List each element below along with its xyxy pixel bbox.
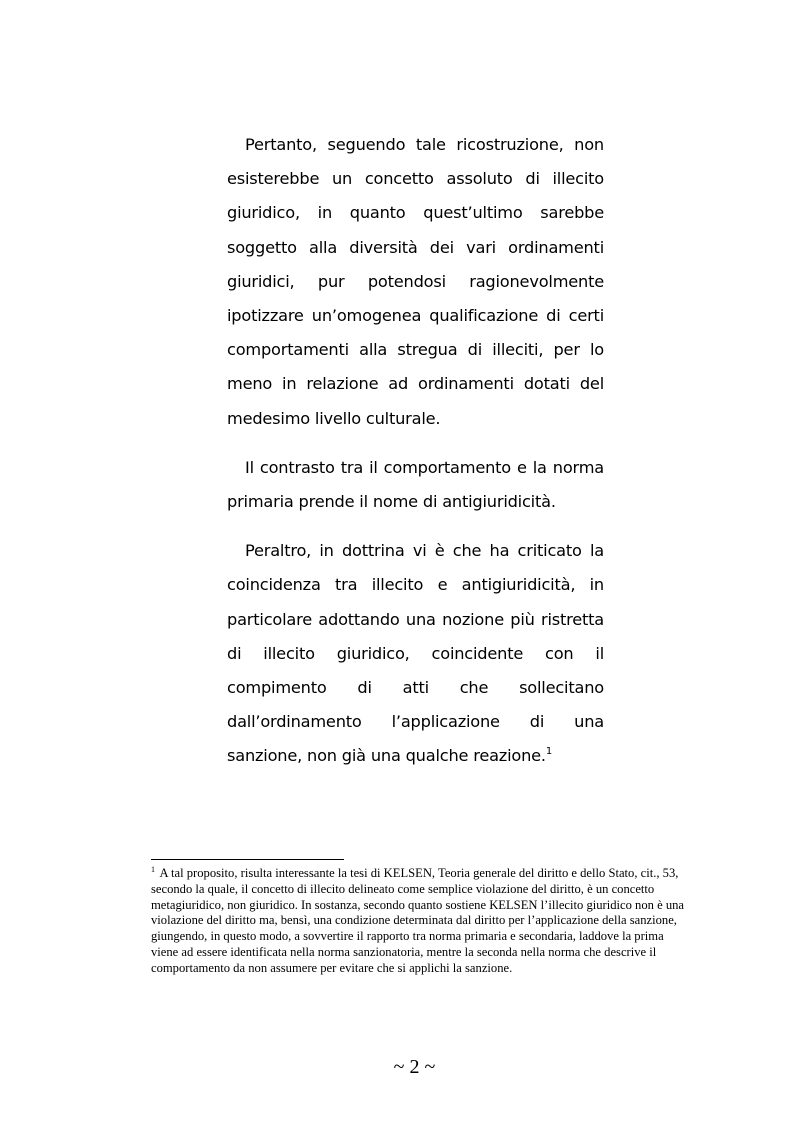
paragraph-3 [227,534,604,773]
footnote-reference[interactable]: 1 [545,746,553,758]
paragraph-2-text: Il contrasto tra il comportamento e la norma primaria prende il nome di antigiuridicità. [227,457,604,512]
body-text [227,128,604,789]
footnote-separator [151,859,344,860]
footnote-text: A tal proposito, risulta interessante la tesi di KELSEN, Teoria generale del diritto e dello Stato, cit., 53, secondo la quale, il concetto di illecito delineato come semplice violazione del diritto, è un concetto metagiuridico, non giuridico. In sostanza, secondo quanto sostiene KELSEN l’illecito giuridico non è una violazione del diritto ma, bensì, una condizione determinata dal diritto per l’applicazione della sanzione, giungendo, in questo modo, a sovvertire il rapporto tra norma primaria e secondaria, laddove la prima viene ad essere identificata nella norma sanzionatoria, mentre la seconda nella norma che descrive il comportamento da non assumere per evitare che si applichi la sanzione. [151,866,685,975]
footnote-marker: 1 [151,865,155,874]
paragraph-1-text: Pertanto, seguendo tale ricostruzione, non esisterebbe un concetto assoluto di illecito giuridico, in quanto quest’ultimo sarebbe soggetto alla diversità dei vari ordinamenti giuridici, pur potendosi ragionevolmente ipotizzare un’omogenea qualificazione di certi comportamenti alla stregua di illeciti, per lo meno in relazione ad ordinamenti dotati del medesimo livello culturale. [227,135,604,428]
footnote [151,866,691,977]
page-number: ~ 2 ~ [393,1056,436,1078]
paragraph-1 [227,128,604,436]
paragraph-2 [227,451,604,519]
paragraph-3-text: Peraltro, in dottrina vi è che ha criticato la coincidenza tra illecito e antigiuridicità, in particolare adottando una nozione più ristretta di illecito giuridico, coincidente con il compimento di atti che sollecitano dall’ordinamento l’applicazione di una sanzione, non già una qualche reazione. [227,541,604,766]
